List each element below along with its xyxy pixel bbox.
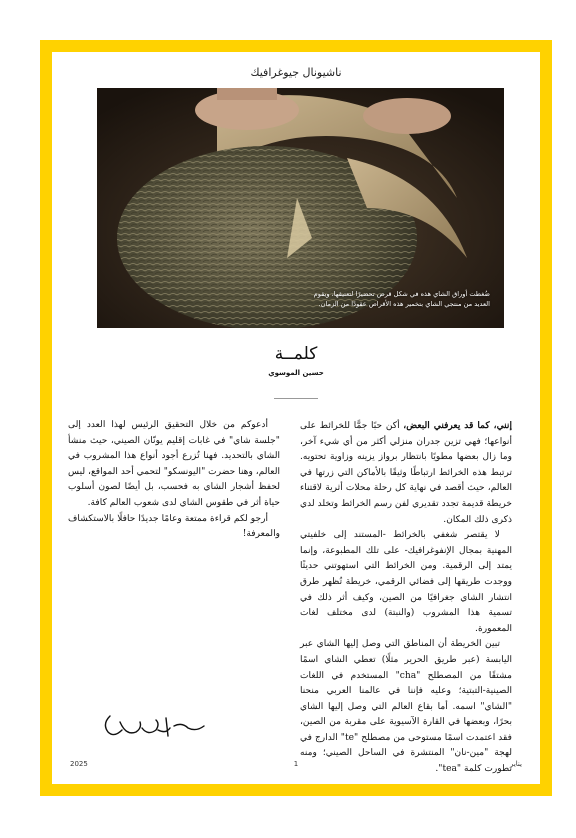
- tea-cake-photo: [97, 88, 504, 328]
- masthead: ناشيونال جيوغرافيك: [250, 66, 342, 79]
- article-title: كلمــة: [274, 344, 318, 364]
- article-author: حسين الموسوي: [268, 369, 324, 377]
- article-column-right: [300, 418, 512, 778]
- signature-image: [96, 702, 216, 748]
- paragraph-2: لا يقتصر شغفي بالخرائط -المستند إلى خلفيتي المهنية بمجال الإنفوغرافيك- على تلك المطبوعة، وإنما يمتد إلى الرقمية. ومن الخرائط التي استهوتني حديثًا ووجدت طريقها إلى فضائي الرقمي، خريطة تُظهر طرق انتشار الشاي جغرافيًا من الصين، وكيف أثر ذلك في تسمية هذا المشروب (والنبتة) لدى مختلف لغات المعمورة.: [300, 530, 512, 634]
- magazine-page: [52, 52, 540, 784]
- lead-phrase: إنني، كما قد يعرفني البعض،: [403, 420, 512, 431]
- paragraph-4: أدعوكم من خلال التحقيق الرئيس لهذا العدد إلى "جلسة شاي" في غابات إقليم يونّان الصيني، حيث منشأ الشاي بالتحديد. فهنا تُزرع أجود أنواع هذا المشروب في العالم، وهنا حضرت "اليونسكو" لتحمي أحد المواقع، ليس لحفظ أشجار الشاي به فحسب، بل أيضًا لصون أسلوب حياة أثر في طقوس الشاي لدى شعوب العالم كافة.: [68, 420, 280, 508]
- paragraph-1-text: أكن حبًا جمًّا للخرائط على أنواعها؛ فهي تزين جدران منزلي أكثر من أي شيء آخر، وما زال بعضها مطويًا بانتظار برواز يزينه وزاوية تحتويه. ترتبط هذه الخرائط ارتباطًا وثيقًا بالأماكن التي زرتها في العالم، حيث أقصد في نهاية كل رحلة محلات أثرية لاقتناء خريطة قديمة تجدد تقديري لفن رسم الخرائط وتخلد لدي ذكرى ذلك المكان.: [300, 421, 512, 525]
- paragraph-5: أرجو لكم قراءة ممتعة وعامًا جديدًا حافلًا بالاستكشاف والمعرفة!: [68, 513, 280, 540]
- footer-page-number: 1: [293, 760, 299, 768]
- page-footer: [52, 760, 540, 772]
- page-frame: [40, 40, 552, 796]
- paragraph-1: [300, 418, 512, 528]
- footer-year: 2025: [70, 760, 88, 768]
- photo-caption: ضُغطت أوراق الشاي هذه في شكل قرص تحضيرًا لتعتيقها، ويقوم العديد من منتجي الشاي بتخمير هذه الأقراص عقودًا من الزمان.: [313, 290, 490, 308]
- paragraph-3: تبين الخريطة أن المناطق التي وصل إليها الشاي عبر اليابسة (عبر طريق الحرير مثلًا) تعطي الشاي اسمًا مشتقًا من المصطلح "cha" المستخدم في اللغات الصينية-التبتية؛ وعليه فإننا في عالمنا العربي منحنا "الشاي" اسمه. أما بقاع العالم التي وصل إليها الشاي بحرًا، وبعضها في القارة الآسيوية على مقربة من الصين، فقد اعتمدت اسمًا مستوحى من مصطلح "te" الدارج في لهجة "مين-نان" المنتشرة في الساحل الصيني؛ ومنه تطورت كلمة "tea".: [300, 639, 513, 775]
- title-divider: [274, 398, 318, 399]
- article-column-left: [68, 418, 280, 543]
- footer-month: يناير: [509, 760, 522, 768]
